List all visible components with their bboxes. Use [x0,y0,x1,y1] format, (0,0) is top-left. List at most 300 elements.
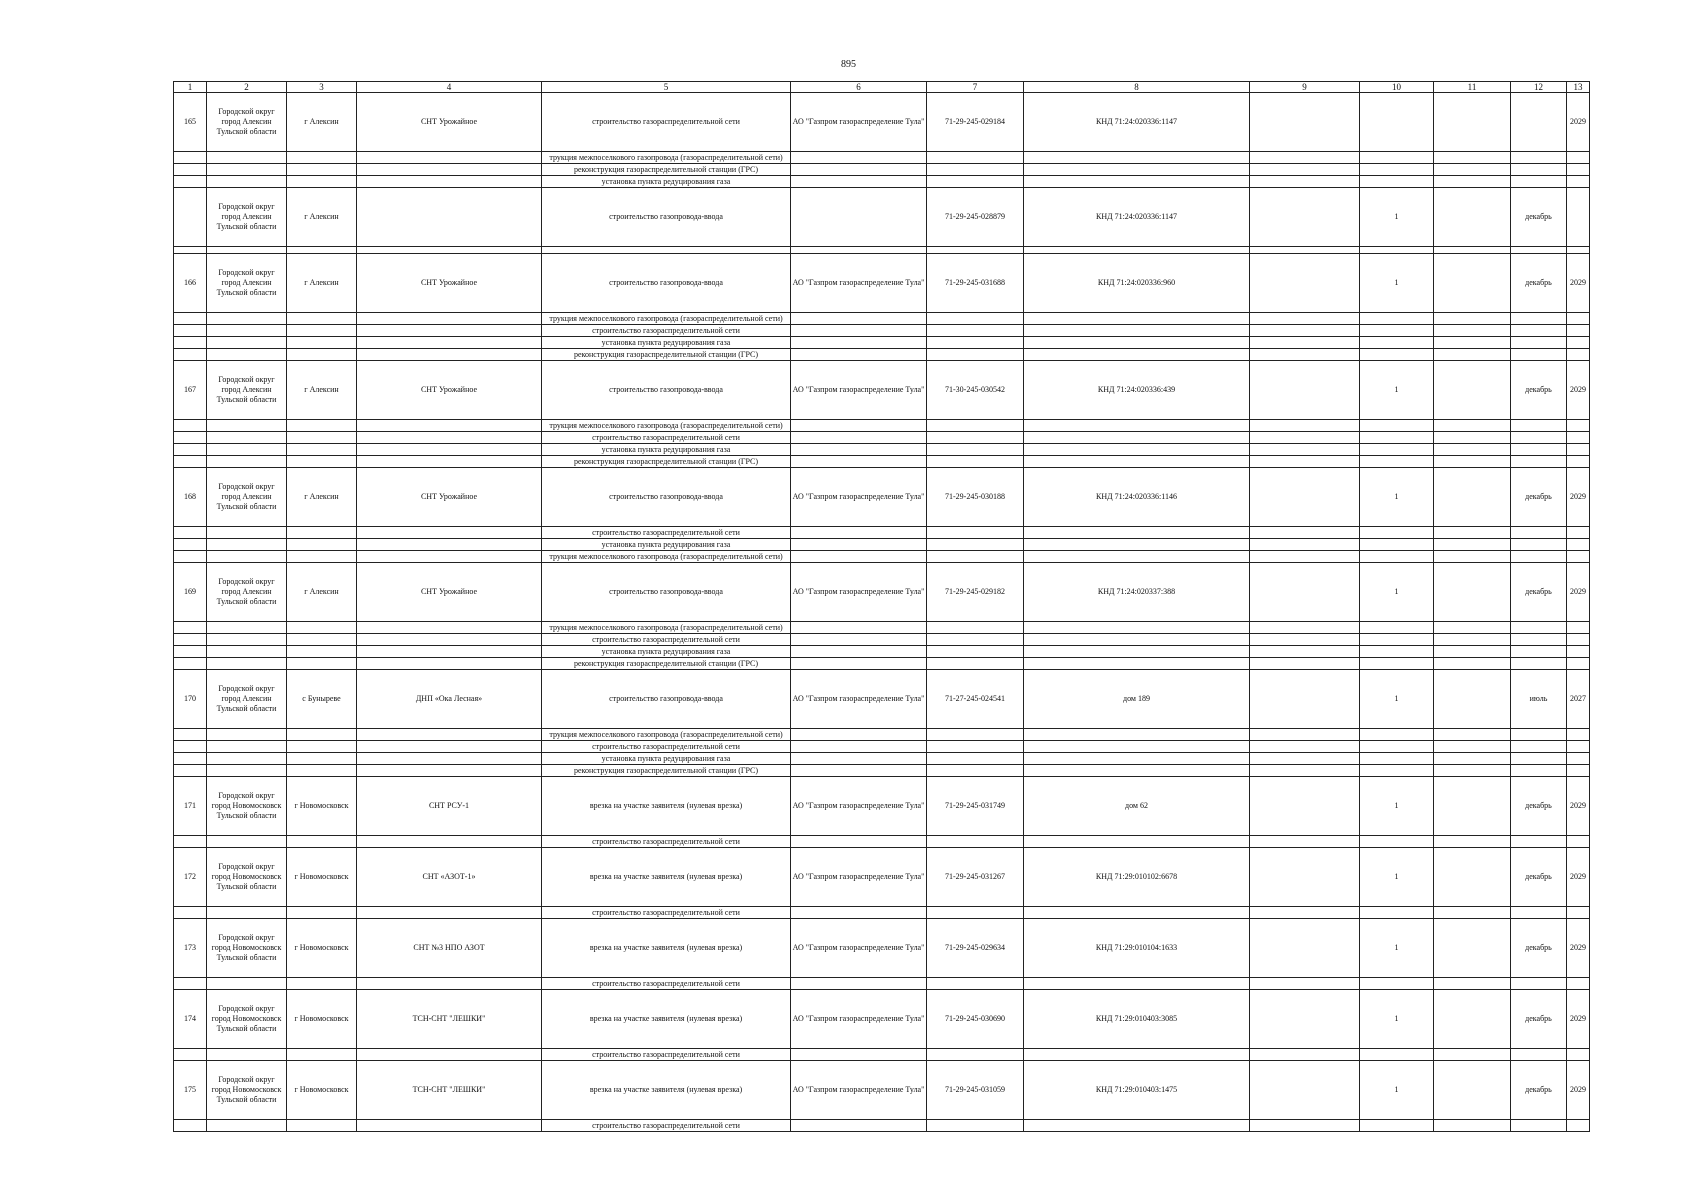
table-row [174,563,1590,622]
column-header: 1 [174,82,207,93]
table-row [174,670,1590,729]
sub-work-row [174,658,1590,670]
column-header: 6 [791,82,927,93]
operator-cell [791,188,927,247]
empty-cell [1250,93,1360,152]
district-cell: Городской округ город Алексин Тульской области [207,188,287,247]
empty-cell [1434,563,1511,622]
empty-cell [357,836,542,848]
empty-cell [207,634,287,646]
empty-cell [1511,420,1567,432]
empty-cell [174,164,207,176]
column-header: 8 [1024,82,1250,93]
empty-cell [287,152,357,164]
empty-cell [1360,152,1434,164]
sub-work-cell: установка пункта редуцирования газа [542,176,791,188]
empty-cell [1250,919,1360,978]
empty-cell [1567,765,1590,777]
sub-work-cell: строительство газораспределительной сети [542,1049,791,1061]
count-cell: 1 [1360,254,1434,313]
empty-cell [207,527,287,539]
empty-cell [357,152,542,164]
empty-cell [1250,420,1360,432]
empty-cell [357,729,542,741]
empty-cell [174,1120,207,1132]
empty-cell [1434,420,1511,432]
empty-cell [357,247,542,254]
empty-cell [927,152,1024,164]
empty-cell [287,907,357,919]
cadastre-cell: дом 189 [1024,670,1250,729]
empty-cell [1360,1049,1434,1061]
empty-cell [174,349,207,361]
empty-cell [1434,361,1511,420]
empty-cell [927,420,1024,432]
empty-cell [357,444,542,456]
empty-cell [357,539,542,551]
sub-work-row [174,729,1590,741]
locality-cell: г Новомосковск [287,848,357,907]
empty-cell [1024,325,1250,337]
empty-cell [287,1049,357,1061]
empty-cell [1434,753,1511,765]
empty-cell [1360,765,1434,777]
operator-cell: АО "Газпром газораспределение Тула" [791,93,927,152]
empty-cell [1567,325,1590,337]
empty-cell [1511,622,1567,634]
cadastre-cell: КНД 71:24:020336:1147 [1024,188,1250,247]
empty-cell [1250,432,1360,444]
empty-cell [1567,1120,1590,1132]
column-header: 7 [927,82,1024,93]
column-header: 3 [287,82,357,93]
empty-cell [1250,836,1360,848]
empty-cell [1511,753,1567,765]
empty-cell [1434,176,1511,188]
empty-cell [1360,729,1434,741]
count-cell: 1 [1360,990,1434,1049]
count-cell [1360,93,1434,152]
table-row [174,93,1590,152]
empty-cell [174,765,207,777]
year-cell [1567,188,1590,247]
empty-cell [1511,432,1567,444]
empty-cell [927,658,1024,670]
empty-cell [1434,658,1511,670]
empty-cell [357,349,542,361]
month-cell: декабрь [1511,468,1567,527]
empty-cell [174,978,207,990]
empty-cell [357,741,542,753]
empty-cell [927,527,1024,539]
empty-cell [1434,646,1511,658]
sub-work-cell: установка пункта редуцирования газа [542,753,791,765]
empty-cell [1360,337,1434,349]
count-cell: 1 [1360,848,1434,907]
empty-cell [287,729,357,741]
empty-cell [1360,420,1434,432]
empty-cell [357,313,542,325]
sub-work-row [174,527,1590,539]
empty-cell [1511,765,1567,777]
operator-cell: АО "Газпром газораспределение Тула" [791,361,927,420]
permit-number-cell: 71-29-245-028879 [927,188,1024,247]
empty-cell [1250,468,1360,527]
permit-number-cell: 71-29-245-029184 [927,93,1024,152]
operator-cell: АО "Газпром газораспределение Тула" [791,848,927,907]
row-number-cell: 171 [174,777,207,836]
empty-cell [174,741,207,753]
empty-cell [174,634,207,646]
empty-cell [287,658,357,670]
sub-work-cell: строительство газораспределительной сети [542,907,791,919]
empty-cell [1360,622,1434,634]
operator-cell: АО "Газпром газораспределение Тула" [791,670,927,729]
empty-cell [791,551,927,563]
work-type-cell: строительство газопровода-ввода [542,361,791,420]
empty-cell [791,622,927,634]
empty-cell [287,247,357,254]
sub-work-row [174,349,1590,361]
year-cell: 2027 [1567,670,1590,729]
sub-work-row [174,420,1590,432]
empty-cell [207,658,287,670]
empty-cell [791,325,927,337]
locality-cell: г Алексин [287,468,357,527]
empty-cell [207,765,287,777]
empty-cell [1434,325,1511,337]
cadastre-cell: КНД 71:29:010403:3085 [1024,990,1250,1049]
empty-cell [207,164,287,176]
sub-work-cell: реконструкция газораспределительной станции (ГРС) [542,349,791,361]
operator-cell: АО "Газпром газораспределение Тула" [791,990,927,1049]
empty-cell [287,753,357,765]
empty-cell [174,444,207,456]
sub-work-row [174,1049,1590,1061]
empty-cell [1511,836,1567,848]
partnership-cell: СНТ «АЗОТ-1» [357,848,542,907]
district-cell: Городской округ город Алексин Тульской области [207,563,287,622]
partnership-cell: ТСН-СНТ "ЛЕШКИ" [357,1061,542,1120]
empty-cell [1511,176,1567,188]
partnership-cell: СНТ Урожайное [357,93,542,152]
cadastre-cell: КНД 71:24:020336:960 [1024,254,1250,313]
year-cell: 2029 [1567,254,1590,313]
sub-work-row [174,152,1590,164]
sub-work-row [174,551,1590,563]
empty-cell [1360,658,1434,670]
empty-cell [1250,456,1360,468]
empty-cell [1024,444,1250,456]
empty-cell [1250,1061,1360,1120]
work-type-cell: врезка на участке заявителя (нулевая врезка) [542,990,791,1049]
empty-cell [1434,990,1511,1049]
permit-number-cell: 71-30-245-030542 [927,361,1024,420]
empty-cell [791,444,927,456]
month-cell [1511,93,1567,152]
empty-cell [1434,670,1511,729]
empty-cell [791,337,927,349]
empty-cell [1567,337,1590,349]
work-type-cell: врезка на участке заявителя (нулевая врезка) [542,848,791,907]
empty-cell [207,176,287,188]
empty-cell [207,551,287,563]
empty-cell [791,836,927,848]
sub-work-row [174,646,1590,658]
empty-cell [287,432,357,444]
row-number-cell: 174 [174,990,207,1049]
count-cell: 1 [1360,563,1434,622]
empty-cell [791,164,927,176]
empty-cell [287,313,357,325]
partnership-cell: ТСН-СНТ "ЛЕШКИ" [357,990,542,1049]
empty-cell [174,551,207,563]
operator-cell: АО "Газпром газораспределение Тула" [791,468,927,527]
empty-cell [1434,164,1511,176]
empty-cell [1567,313,1590,325]
empty-cell [1511,634,1567,646]
empty-cell [287,456,357,468]
cadastre-cell: КНД 71:29:010104:1633 [1024,919,1250,978]
empty-cell [174,456,207,468]
empty-cell [1511,1049,1567,1061]
sub-work-row [174,325,1590,337]
empty-cell [1250,741,1360,753]
empty-cell [791,978,927,990]
empty-cell [927,176,1024,188]
sub-work-cell: установка пункта редуцирования газа [542,646,791,658]
empty-cell [1250,176,1360,188]
sub-work-row [174,176,1590,188]
empty-cell [287,349,357,361]
sub-work-cell: реконструкция газораспределительной станции (ГРС) [542,164,791,176]
empty-cell [1567,907,1590,919]
district-cell: Городской округ город Алексин Тульской области [207,361,287,420]
count-cell: 1 [1360,919,1434,978]
sub-work-cell: установка пункта редуцирования газа [542,539,791,551]
empty-cell [1250,313,1360,325]
sub-work-cell: строительство газораспределительной сети [542,741,791,753]
empty-cell [1511,551,1567,563]
sub-work-row [174,432,1590,444]
empty-cell [207,420,287,432]
cadastre-cell: КНД 71:24:020336:1146 [1024,468,1250,527]
column-number-row [174,82,1590,93]
empty-cell [357,646,542,658]
empty-cell [174,646,207,658]
table-row [174,1061,1590,1120]
empty-cell [927,164,1024,176]
empty-cell [1567,444,1590,456]
empty-cell [1434,152,1511,164]
count-cell: 1 [1360,468,1434,527]
partnership-cell: СНТ Урожайное [357,563,542,622]
month-cell: декабрь [1511,254,1567,313]
permit-number-cell: 71-27-245-024541 [927,670,1024,729]
empty-cell [287,1120,357,1132]
empty-cell [1567,527,1590,539]
row-number-cell: 168 [174,468,207,527]
empty-cell [1024,753,1250,765]
empty-cell [1024,152,1250,164]
empty-cell [287,539,357,551]
empty-cell [791,432,927,444]
empty-cell [1511,152,1567,164]
empty-cell [207,247,287,254]
empty-cell [1434,978,1511,990]
cadastre-cell: КНД 71:29:010102:6678 [1024,848,1250,907]
work-type-cell: врезка на участке заявителя (нулевая врезка) [542,777,791,836]
empty-cell [1511,729,1567,741]
district-cell: Городской округ город Новомосковск Тульской области [207,990,287,1049]
permit-number-cell: 71-29-245-031059 [927,1061,1024,1120]
operator-cell: АО "Газпром газораспределение Тула" [791,777,927,836]
row-number-cell: 173 [174,919,207,978]
empty-cell [174,907,207,919]
empty-cell [1567,658,1590,670]
empty-cell [1250,563,1360,622]
empty-cell [1511,646,1567,658]
empty-cell [1360,444,1434,456]
empty-cell [1360,176,1434,188]
district-cell: Городской округ город Новомосковск Тульской области [207,1061,287,1120]
empty-cell [927,978,1024,990]
empty-cell [1024,646,1250,658]
year-cell: 2029 [1567,990,1590,1049]
empty-cell [1434,349,1511,361]
work-type-cell: строительство газопровода-ввода [542,254,791,313]
empty-cell [1511,247,1567,254]
empty-cell [927,349,1024,361]
empty-cell [927,456,1024,468]
empty-cell [1567,646,1590,658]
empty-cell [927,646,1024,658]
empty-cell [927,741,1024,753]
empty-cell [927,907,1024,919]
empty-cell [1360,325,1434,337]
empty-cell [1024,729,1250,741]
empty-cell [927,337,1024,349]
column-header: 2 [207,82,287,93]
empty-cell [1250,361,1360,420]
empty-cell [1250,1120,1360,1132]
sub-work-cell: строительство газораспределительной сети [542,432,791,444]
empty-cell [207,907,287,919]
empty-cell [791,765,927,777]
empty-cell [174,729,207,741]
empty-cell [357,432,542,444]
month-cell: декабрь [1511,361,1567,420]
empty-cell [791,539,927,551]
empty-cell [1250,634,1360,646]
empty-cell [1434,247,1511,254]
row-number-cell: 172 [174,848,207,907]
empty-cell [1434,188,1511,247]
empty-cell [927,634,1024,646]
empty-cell [174,753,207,765]
empty-cell [357,622,542,634]
empty-cell [1360,741,1434,753]
sub-work-row [174,444,1590,456]
empty-cell [287,444,357,456]
empty-cell [791,152,927,164]
empty-cell [1434,741,1511,753]
district-cell: Городской округ город Алексин Тульской области [207,670,287,729]
month-cell: декабрь [1511,848,1567,907]
empty-cell [1360,527,1434,539]
empty-cell [791,753,927,765]
empty-cell [1511,658,1567,670]
empty-cell [1024,765,1250,777]
table-row [174,468,1590,527]
empty-cell [542,247,791,254]
empty-cell [1434,907,1511,919]
empty-cell [207,646,287,658]
empty-cell [287,176,357,188]
district-cell: Городской округ город Новомосковск Тульской области [207,777,287,836]
page-number: 895 [841,59,856,70]
month-cell: декабрь [1511,919,1567,978]
cadastre-cell: КНД 71:24:020337:388 [1024,563,1250,622]
empty-cell [1567,753,1590,765]
sub-work-row [174,1120,1590,1132]
empty-cell [207,622,287,634]
empty-cell [1511,1120,1567,1132]
table-row [174,990,1590,1049]
empty-cell [1434,836,1511,848]
sub-work-row [174,622,1590,634]
empty-cell [174,247,207,254]
sub-work-cell: строительство газораспределительной сети [542,1120,791,1132]
empty-cell [207,152,287,164]
empty-cell [287,741,357,753]
permit-number-cell: 71-29-245-029634 [927,919,1024,978]
empty-cell [791,907,927,919]
empty-cell [1360,539,1434,551]
operator-cell: АО "Газпром газораспределение Тула" [791,1061,927,1120]
empty-cell [927,247,1024,254]
work-type-cell: строительство газопровода-ввода [542,468,791,527]
empty-cell [1024,1049,1250,1061]
empty-cell [1250,444,1360,456]
empty-cell [207,978,287,990]
empty-cell [791,1049,927,1061]
sub-work-cell: трукция межпоселкового газопровода (газораспределительной сети) [542,729,791,741]
empty-cell [791,741,927,753]
sub-work-cell: реконструкция газораспределительной станции (ГРС) [542,765,791,777]
empty-cell [1250,658,1360,670]
column-header: 5 [542,82,791,93]
count-cell: 1 [1360,777,1434,836]
empty-cell [287,765,357,777]
district-cell: Городской округ город Новомосковск Тульской области [207,848,287,907]
empty-cell [1567,1049,1590,1061]
sub-work-row [174,634,1590,646]
empty-cell [1360,634,1434,646]
empty-cell [1250,152,1360,164]
partnership-cell: СНТ Урожайное [357,468,542,527]
empty-cell [1434,432,1511,444]
column-header: 13 [1567,82,1590,93]
empty-cell [1511,313,1567,325]
empty-cell [1567,836,1590,848]
empty-cell [791,634,927,646]
empty-cell [1567,729,1590,741]
empty-cell [1434,622,1511,634]
year-cell: 2029 [1567,93,1590,152]
empty-cell [1567,432,1590,444]
sub-work-row [174,836,1590,848]
